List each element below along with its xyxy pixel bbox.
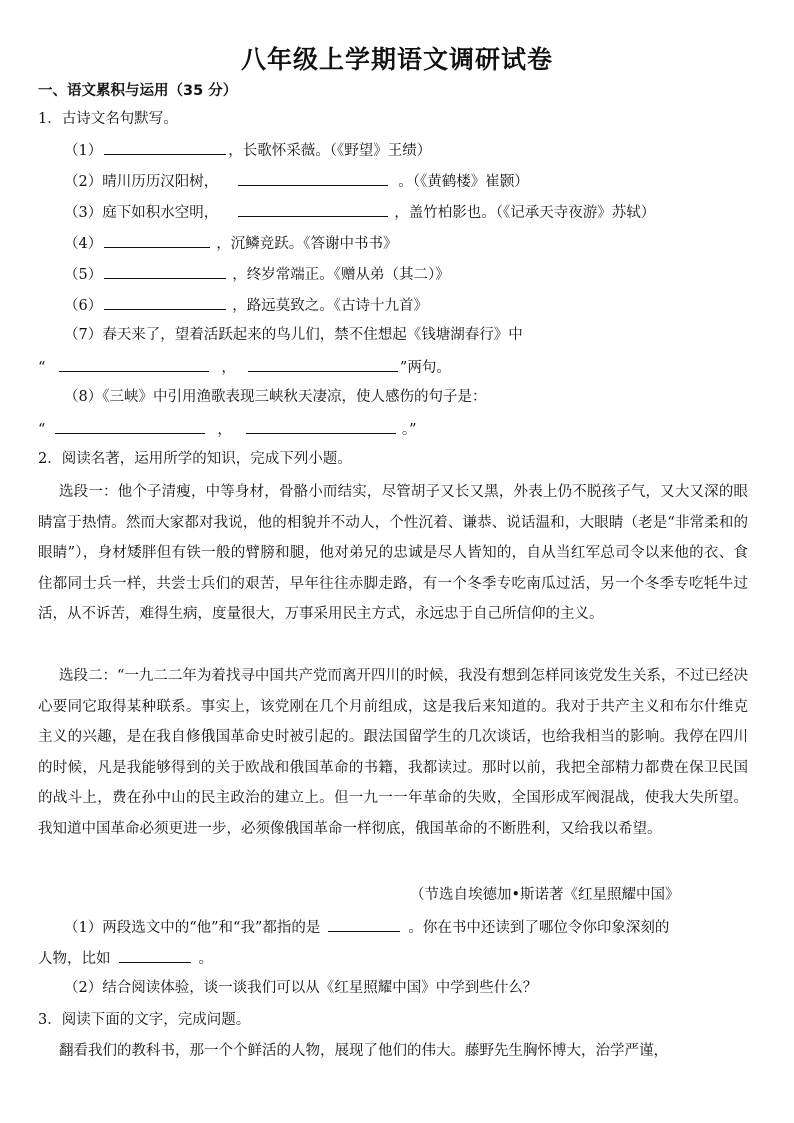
answer-blank[interactable] (55, 418, 205, 434)
comma: ， (217, 422, 232, 438)
item-text: 。你在书中还读到了哪位令你印象深刻的 (408, 920, 670, 936)
item-text: ，沉鳞竞跃。《答谢中书书》 (216, 236, 398, 252)
q2-passage-1: 选段一：他个子清瘦，中等身材，骨骼小而结实，尽管胡子又长又黑，外表上仍不脱孩子气，又大又深的眼睛富于热情。然而大家都对我说，他的相貌并不动人，个性沉着、谦恭、说话温和，大眼睛（老是“非常柔和的眼睛”），身材矮胖但有铁一般的臂膀和腿，他对弟兄的忠诚是尽人皆知的，自从当红军总司令以来他的衣、食住都同士兵一样，共尝士兵们的艰苦，早年往往赤脚走路，有一个冬季专吃南瓜过活，另一个冬季专吃牦牛过活，从不诉苦，难得生病，度量很大，万事采用民主方式，永远忠于自己所信仰的主义。 (38, 484, 748, 622)
item-number: （5） (64, 267, 103, 283)
item-text: 晴川历历汉阳树， (102, 174, 219, 190)
q1-item-7: （7）春天来了，望着活跃起来的鸟儿们，禁不住想起《钱塘湖春行》中 (64, 327, 523, 343)
q1-item-8-answer (38, 418, 417, 440)
question-1-stem: 1．古诗文名句默写。 (38, 111, 178, 127)
q2-sub-1 (64, 916, 669, 938)
answer-blank[interactable] (246, 418, 396, 434)
comma: ， (221, 360, 236, 376)
quote-mark: “ (38, 360, 46, 376)
q1-item-3 (64, 201, 655, 223)
item-text: ，终岁常端正。《赠从弟（其二）》 (232, 267, 450, 283)
item-text: ”两句。 (399, 360, 451, 376)
answer-blank[interactable] (248, 356, 398, 372)
question-3-stem: 3．阅读下面的文字，完成问题。 (38, 1012, 251, 1028)
item-text: ，路远莫致之。《古诗十九首》 (232, 298, 428, 314)
item-text: ，长歌怀采薇。（《野望》王绩） (228, 143, 432, 159)
item-number: （1） (64, 143, 103, 159)
item-text: 人物，比如 (38, 951, 111, 967)
q1-item-2 (64, 170, 529, 192)
answer-blank[interactable] (104, 139, 226, 155)
item-text: 。” (401, 422, 417, 438)
item-text: 庭下如积水空明， (102, 205, 219, 221)
q2-sub-2: （2）结合阅读体验，谈一谈我们可以从《红星照耀中国》中学到些什么？ (64, 980, 538, 996)
answer-blank[interactable] (328, 916, 400, 932)
q1-item-6 (64, 294, 428, 316)
answer-blank[interactable] (119, 947, 191, 963)
item-number: （2） (64, 174, 103, 190)
item-text: （1）两段选文中的“他”和“我”都指的是 (64, 920, 321, 936)
q1-item-8: （8）《三峡》中引用渔歌表现三峡秋天凄凉，使人感伤的句子是： (64, 389, 487, 405)
quote-mark: “ (38, 422, 46, 438)
q1-item-5 (64, 263, 450, 285)
item-text: 。（《黄鹤楼》崔颢） (398, 174, 529, 190)
question-2-stem: 2．阅读名著，运用所学的知识，完成下列小题。 (38, 451, 352, 467)
item-text: 。 (198, 951, 213, 967)
answer-blank[interactable] (238, 170, 388, 186)
page-title: 八年级上学期语文调研试卷 (240, 45, 553, 74)
answer-blank[interactable] (59, 356, 209, 372)
answer-blank[interactable] (104, 294, 226, 310)
item-number: （4） (64, 236, 103, 252)
q3-passage: 翻看我们的教科书，那一个个鲜活的人物，展现了他们的伟大。藤野先生胸怀博大，治学严谨， (59, 1043, 668, 1059)
q1-item-4 (64, 232, 397, 254)
answer-blank[interactable] (104, 263, 226, 279)
section-heading: 一、语文累积与运用（35 分） (38, 83, 238, 99)
q1-item-1 (64, 139, 431, 161)
q2-sub-1-cont (38, 947, 213, 969)
item-number: （3） (64, 205, 103, 221)
item-text: ，盖竹柏影也。（《记承天寺夜游》苏轼） (394, 205, 656, 221)
passage-source: （节选自埃德加•斯诺著《红星照耀中国》 (410, 887, 680, 903)
q1-item-7-answer (38, 356, 451, 378)
answer-blank[interactable] (104, 232, 210, 248)
answer-blank[interactable] (238, 201, 388, 217)
item-number: （6） (64, 298, 103, 314)
q2-passage-2: 选段二：“一九二二年为着找寻中国共产党而离开四川的时候，我没有想到怎样同该党发生关系，不过已经决心要同它取得某种联系。事实上，该党刚在几个月前组成，这是我后来知道的。我对于共产主义和布尔什维克主义的兴趣，是在我自修俄国革命史时被引起的。跟法国留学生的几次谈话，也给我相当的影响。我停在四川的时候，凡是我能够得到的关于欧战和俄国革命的书籍，我都读过。那时以前，我把全部精力都费在保卫民国的战斗上，费在孙中山的民主政治的建立上。但一九一一年革命的失败，全国形成军阀混战，使我大失所望。我知道中国革命必须更进一步，必须像俄国革命一样彻底，俄国革命的不断胜利，又给我以希望。 (38, 668, 748, 837)
